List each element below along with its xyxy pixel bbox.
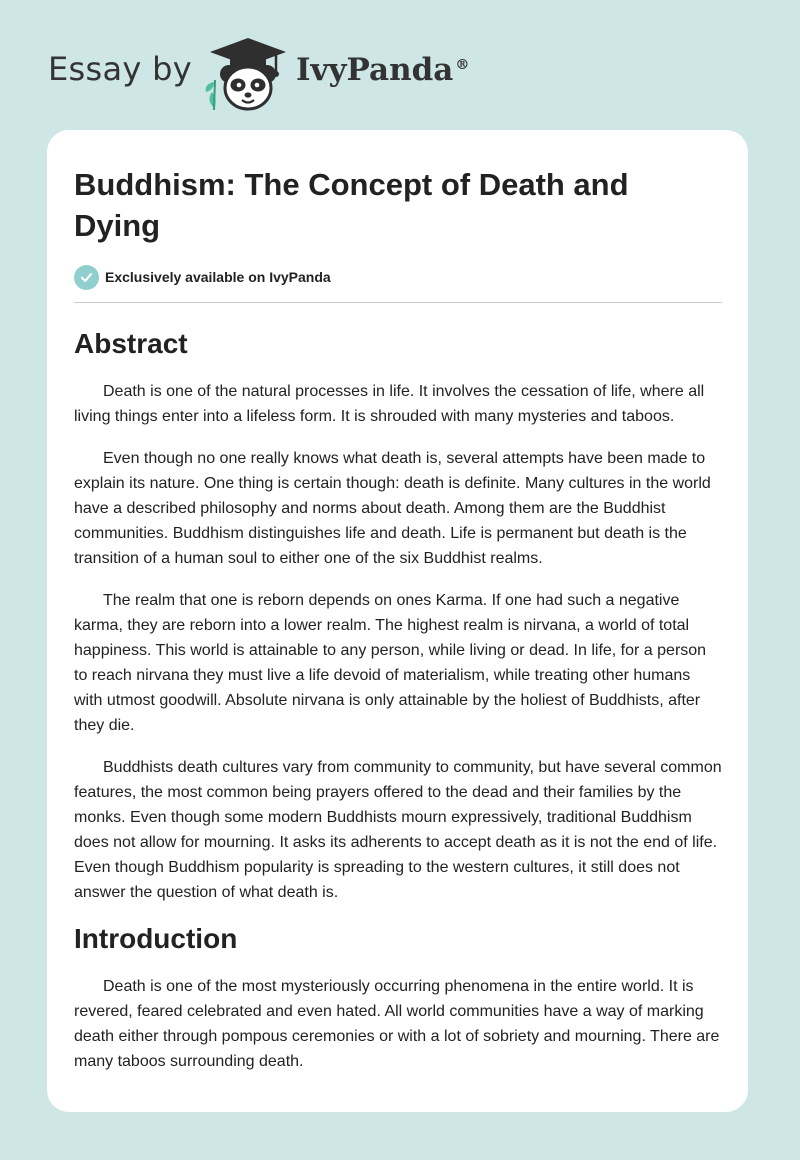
section-heading-abstract: Abstract <box>74 328 188 359</box>
registered-mark: ® <box>455 56 470 73</box>
paragraph: The realm that one is reborn depends on ones Karma. If one had such a negative karma, they are reborn into a lower realm. The highest realm is nirvana, a world of total happiness. This world is attainable to any person, while living or dead. In life, for a person to reach nirvana they must live a life devoid of materialism, while treating other humans with utmost goodwill. Absolute nirvana is only attainable by the holiest of Buddhists, after they die. <box>74 592 707 734</box>
paragraph: Death is one of the natural processes in life. It involves the cessation of life, where all living things enter into a lifeless form. It is shrouded with many mysteries and taboos. <box>74 383 705 425</box>
paragraph: Even though no one really knows what death is, several attempts have been made to explain its nature. One thing is certain though: death is definite. Many cultures in the world have a described philosophy and norms about death. Among them are the Buddhist communities. Buddhism distinguishes life and death. Life is permanent but death is the transition of a human soul to either one of the six Buddhist realms. <box>74 450 711 567</box>
essay-card <box>47 130 748 1112</box>
brand-prefix: Essay by <box>48 50 192 88</box>
exclusive-label: Exclusively available on IvyPanda <box>105 269 331 285</box>
brand-name-text: IvyPanda <box>296 52 454 88</box>
title-divider <box>74 302 722 303</box>
brand-header <box>48 32 508 112</box>
graduation-cap-panda-icon <box>202 32 294 112</box>
check-circle-icon <box>74 265 99 290</box>
document-title: Buddhism: The Concept of Death and Dying <box>74 167 629 243</box>
brand-name <box>296 52 469 88</box>
exclusive-badge <box>74 264 722 290</box>
paragraph: Buddhists death cultures vary from community to community, but have several common features, the most common being prayers offered to the dead and their families by the monks. Even though some modern Buddhists mourn expressively, traditional Buddhism does not allow for mourning. It asks its adherents to accept death as it is not the end of life. Even though Buddhism popularity is spreading to the western cultures, it still does not answer the question of what death is. <box>74 759 722 901</box>
paragraph: Death is one of the most mysteriously occurring phenomena in the entire world. It is revered, feared celebrated and even hated. All world communities have a way of marking death either through pompous ceremonies or with a lot of sobriety and mourning. There are many taboos surrounding death. <box>74 978 720 1070</box>
section-heading-introduction: Introduction <box>74 923 238 954</box>
